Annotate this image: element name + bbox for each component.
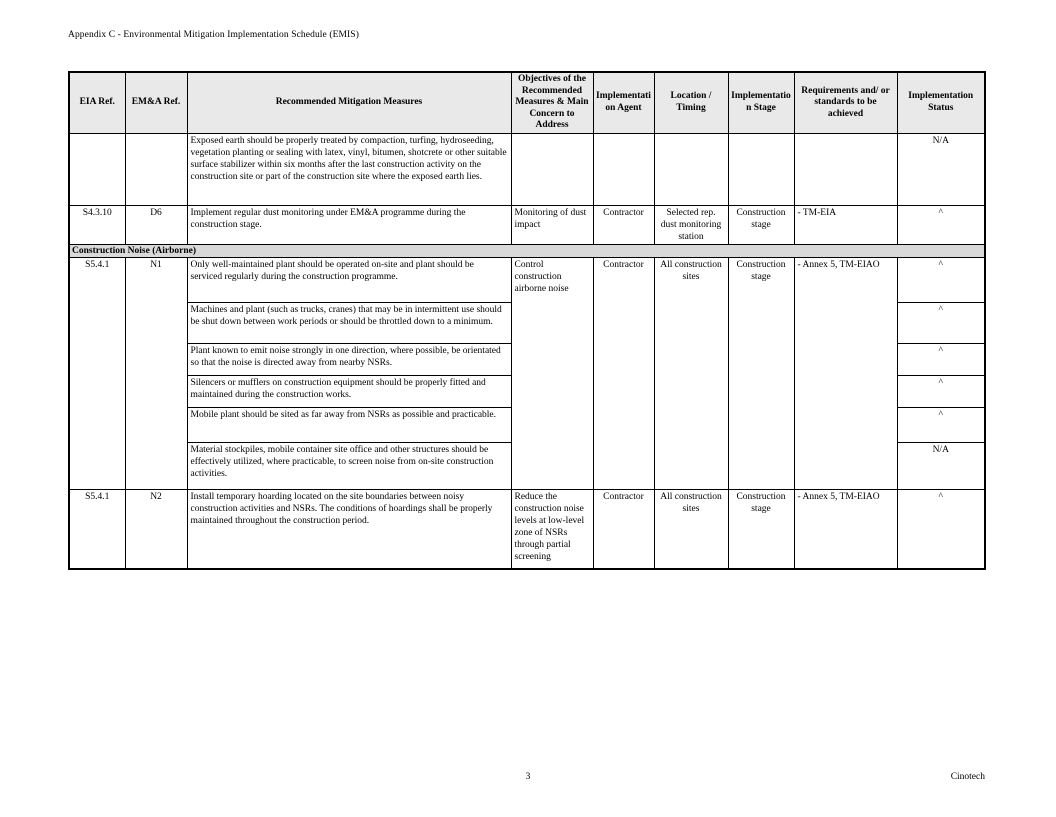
- cell-status: ^: [897, 489, 985, 569]
- cell-objective: Reduce the construction noise levels at low-level zone of NSRs through partial screening: [511, 489, 593, 569]
- table-row-exposed-earth: [69, 133, 985, 205]
- col-header-status: Implementation Status: [897, 72, 985, 133]
- cell-agent: [593, 133, 654, 205]
- cell-requirements: - TM-EIA: [794, 205, 897, 244]
- cell-status: ^: [897, 302, 985, 343]
- cell-eia-ref: [69, 133, 125, 205]
- cell-ema-ref: [125, 133, 187, 205]
- col-header-measures: Recommended Mitigation Measures: [187, 72, 511, 133]
- cell-measure: Only well-maintained plant should be operated on-site and plant should be serviced regularly during the construction programme.: [187, 257, 511, 302]
- col-header-eia-ref: EIA Ref.: [69, 72, 125, 133]
- col-header-stage: Implementation Stage: [728, 72, 794, 133]
- cell-location: All construction sites: [654, 489, 728, 569]
- page-number: 3: [525, 772, 531, 782]
- cell-stage: Construction stage: [728, 257, 794, 489]
- col-header-objectives: Objectives of the Recommended Measures & Main Concern to Address: [511, 72, 593, 133]
- cell-status: N/A: [897, 133, 985, 205]
- cell-stage: Construction stage: [728, 489, 794, 569]
- cell-status: N/A: [897, 442, 985, 489]
- cell-ema-ref: N1: [125, 257, 187, 489]
- table-header-row: [69, 72, 985, 133]
- col-header-location-timing: Location / Timing: [654, 72, 728, 133]
- table-row-n1: [69, 257, 985, 302]
- cell-ema-ref: D6: [125, 205, 187, 244]
- cell-measure: Silencers or mufflers on construction equipment should be properly fitted and maintained during the construction works.: [187, 375, 511, 407]
- cell-objective: Control construction airborne noise: [511, 257, 593, 489]
- cell-eia-ref: S5.4.1: [69, 257, 125, 489]
- col-header-ema-ref: EM&A Ref.: [125, 72, 187, 133]
- cell-status: ^: [897, 205, 985, 244]
- cell-ema-ref: N2: [125, 489, 187, 569]
- cell-measure: Implement regular dust monitoring under EM&A programme during the construction stage.: [187, 205, 511, 244]
- cell-status: ^: [897, 375, 985, 407]
- col-header-requirements: Requirements and/ or standards to be achieved: [794, 72, 897, 133]
- cell-requirements: - Annex 5, TM-EIAO: [794, 257, 897, 489]
- cell-stage: [728, 133, 794, 205]
- cell-stage: Construction stage: [728, 205, 794, 244]
- cell-eia-ref: S5.4.1: [69, 489, 125, 569]
- cell-objective: [511, 133, 593, 205]
- cell-agent: Contractor: [593, 257, 654, 489]
- cell-measure: Install temporary hoarding located on the site boundaries between noisy construction activities and NSRs. The conditions of hoardings shall be properly maintained throughout the construction period.: [187, 489, 511, 569]
- section-row-construction-noise: [69, 244, 985, 257]
- table-row-dust-monitoring: [69, 205, 985, 244]
- footer-company: Cinotech: [950, 772, 985, 782]
- cell-requirements: - Annex 5, TM-EIAO: [794, 489, 897, 569]
- cell-location: [654, 133, 728, 205]
- cell-status: ^: [897, 407, 985, 442]
- cell-agent: Contractor: [593, 205, 654, 244]
- cell-status: ^: [897, 257, 985, 302]
- cell-measure: Plant known to emit noise strongly in one direction, where possible, be orientated so that the noise is directed away from nearby NSRs.: [187, 343, 511, 375]
- table-row-n2: [69, 489, 985, 569]
- document-title: Appendix C - Environmental Mitigation Implementation Schedule (EMIS): [68, 30, 359, 40]
- cell-eia-ref: S4.3.10: [69, 205, 125, 244]
- emis-table: [68, 71, 986, 570]
- col-header-agent: Implementation Agent: [593, 72, 654, 133]
- cell-location: Selected rep. dust monitoring station: [654, 205, 728, 244]
- cell-measure: Exposed earth should be properly treated by compaction, turfing, hydroseeding, vegetation planting or sealing with latex, vinyl, bitumen, shotcrete or other suitable surface stabilizer within six months after the last construction activity on the construction site or part of the construction site where the exposed earth lies.: [187, 133, 511, 205]
- cell-status: ^: [897, 343, 985, 375]
- cell-measure: Mobile plant should be sited as far away from NSRs as possible and practicable.: [187, 407, 511, 442]
- cell-agent: Contractor: [593, 489, 654, 569]
- cell-requirements: [794, 133, 897, 205]
- cell-measure: Material stockpiles, mobile container site office and other structures should be effectively utilized, where practicable, to screen noise from on-site construction activities.: [187, 442, 511, 489]
- cell-objective: Monitoring of dust impact: [511, 205, 593, 244]
- section-header-label: Construction Noise (Airborne): [69, 244, 985, 257]
- cell-location: All construction sites: [654, 257, 728, 489]
- cell-measure: Machines and plant (such as trucks, cranes) that may be in intermittent use should be shut down between work periods or should be throttled down to a minimum.: [187, 302, 511, 343]
